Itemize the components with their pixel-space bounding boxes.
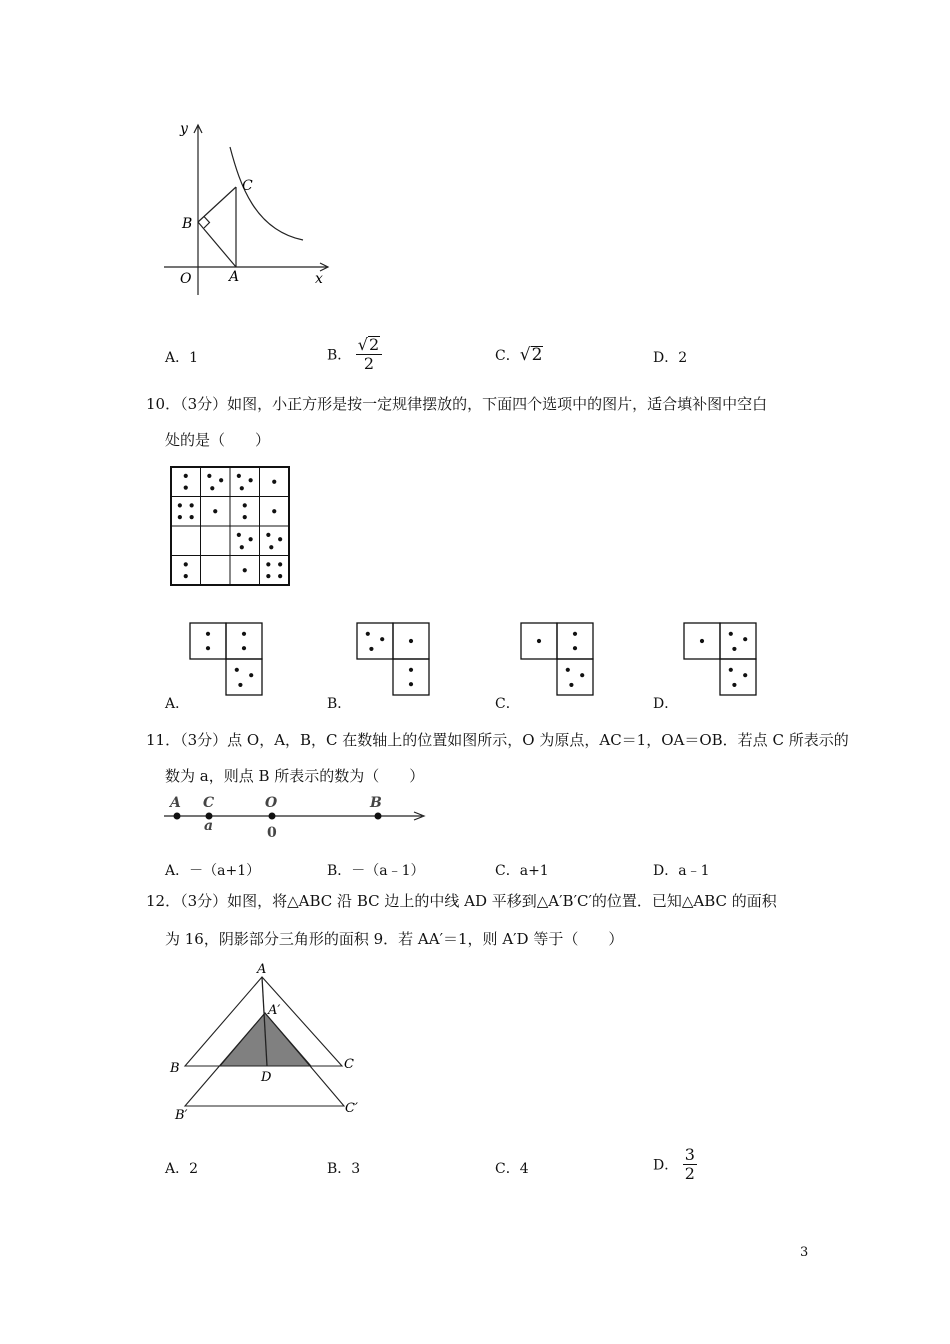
dot <box>210 486 214 490</box>
label-a: A <box>170 795 181 811</box>
q10-option-a-label[interactable]: A． <box>165 696 190 712</box>
label-o: O <box>180 271 192 287</box>
label-a-prime: A′ <box>268 1003 281 1018</box>
dot <box>243 515 247 519</box>
dot <box>249 478 253 482</box>
dot <box>573 646 577 650</box>
dot <box>235 668 239 672</box>
dot <box>743 637 747 641</box>
label-zero: 0 <box>267 825 277 841</box>
label-y: y <box>180 121 188 137</box>
grid-cell <box>226 659 262 695</box>
q11-stem-line1: 11．（3分）点 O，A，B，C 在数轴上的位置如图所示，O 为原点，AC＝1，OA＝OB．若点 C 所表示的 <box>146 731 849 749</box>
q10-option-d-label[interactable]: D． <box>653 696 679 712</box>
dot <box>249 673 253 677</box>
q11-option-a[interactable]: A．－（a+1） <box>165 863 261 879</box>
label-b: B <box>182 216 193 232</box>
point-b <box>375 813 382 820</box>
dot <box>278 537 282 541</box>
label-b: B <box>370 795 382 811</box>
q12-stem-line1: 12．（3分）如图，将△ABC 沿 BC 边上的中线 AD 平移到△A′B′C′的位置．已知△ABC 的面积 <box>146 892 777 910</box>
dot <box>190 503 194 507</box>
dot <box>409 639 413 643</box>
fraction: $\frac{3}{2}$ <box>684 1145 695 1183</box>
dot <box>184 486 188 490</box>
dot <box>266 533 270 537</box>
dot <box>249 537 253 541</box>
grid-cell <box>190 623 226 659</box>
point-a <box>174 813 181 820</box>
dot <box>178 503 182 507</box>
grid-cell <box>201 467 231 497</box>
dot <box>266 574 270 578</box>
q9-option-a[interactable]: A．1 <box>165 350 199 366</box>
q11-option-b[interactable]: B．－（a﹣1） <box>327 863 425 879</box>
dot <box>700 639 704 643</box>
right-angle-mark <box>204 217 210 229</box>
dot <box>184 562 188 566</box>
dot <box>272 509 276 513</box>
dot <box>242 646 246 650</box>
grid-cell <box>557 623 593 659</box>
dot <box>409 682 413 686</box>
dot <box>206 632 210 636</box>
dot <box>732 683 736 687</box>
label-b: B <box>170 1061 180 1076</box>
label-a-value: a <box>204 818 214 834</box>
grid-cell <box>557 659 593 695</box>
dot <box>219 478 223 482</box>
grid-cell <box>171 497 201 527</box>
fraction: $\frac{√2}{2}$ <box>356 336 382 373</box>
q10-option-c-label[interactable]: C． <box>495 696 520 712</box>
grid-cell <box>201 526 231 556</box>
grid-cell <box>171 526 201 556</box>
grid-cell <box>171 556 201 586</box>
grid-cell <box>171 467 201 497</box>
grid-cell <box>201 556 231 586</box>
dot <box>366 632 370 636</box>
q11-number-line <box>160 792 435 842</box>
q11-stem-line2: 数为 a，则点 B 所表示的数为（ ） <box>165 767 425 785</box>
dot <box>190 515 194 519</box>
q12-option-c[interactable]: C．4 <box>495 1161 529 1177</box>
label-d: D <box>261 1070 272 1085</box>
dot <box>729 668 733 672</box>
q10-option-b-label[interactable]: B． <box>327 696 352 712</box>
dot <box>240 545 244 549</box>
label-a: A <box>229 269 240 285</box>
grid-cell <box>720 659 756 695</box>
dot <box>743 673 747 677</box>
dot <box>213 509 217 513</box>
grid-cell <box>260 556 290 586</box>
grid-cell <box>230 467 260 497</box>
q12-figure <box>165 960 380 1125</box>
dot <box>237 474 241 478</box>
q10-option-d-figure[interactable] <box>683 622 759 696</box>
dot <box>729 632 733 636</box>
dot <box>269 545 273 549</box>
dot <box>380 637 384 641</box>
q12-option-d[interactable]: D． $\frac{3}{2}$ <box>653 1145 695 1183</box>
label-x: x <box>315 271 323 287</box>
grid-cell <box>230 497 260 527</box>
label-a: A <box>257 962 267 977</box>
dot <box>537 639 541 643</box>
q9-figure <box>160 115 340 300</box>
q12-stem-line2: 为 16，阴影部分三角形的面积 9．若 AA′＝1，则 A′D 等于（ ） <box>165 930 624 948</box>
dot <box>237 533 241 537</box>
dot <box>207 474 211 478</box>
label-c: C <box>203 795 215 811</box>
dot <box>266 562 270 566</box>
dot <box>272 480 276 484</box>
point-o <box>269 813 276 820</box>
dot <box>409 668 413 672</box>
dot <box>243 568 247 572</box>
label-c: C <box>242 178 253 194</box>
grid-cell <box>260 526 290 556</box>
dot <box>566 668 570 672</box>
grid-cell <box>226 623 262 659</box>
q11-option-d[interactable]: D．a﹣1 <box>653 863 710 879</box>
dot <box>573 632 577 636</box>
dot <box>569 683 573 687</box>
dot <box>238 683 242 687</box>
q12-option-a[interactable]: A．2 <box>165 1161 199 1177</box>
label-o: O <box>265 795 278 811</box>
q11-option-c[interactable]: C．a+1 <box>495 863 549 879</box>
page-number: 3 <box>800 1245 809 1260</box>
q9-option-c[interactable]: C．√2 <box>495 345 543 365</box>
dot <box>206 646 210 650</box>
q10-stem-line2: 处的是（ ） <box>165 431 271 449</box>
segment-ba <box>198 222 236 267</box>
dot <box>732 647 736 651</box>
q10-option-a-figure[interactable] <box>189 622 265 696</box>
q9-option-d[interactable]: D．2 <box>653 350 688 366</box>
label-c: C <box>344 1057 354 1072</box>
dot <box>184 574 188 578</box>
grid-cell <box>393 659 429 695</box>
segment-bc <box>198 187 236 222</box>
label-b-prime: B′ <box>175 1108 188 1123</box>
dot <box>580 673 584 677</box>
dot <box>178 515 182 519</box>
grid-cell <box>720 623 756 659</box>
dot <box>369 647 373 651</box>
dot <box>240 486 244 490</box>
label-c-prime: C′ <box>345 1101 358 1116</box>
q12-option-b[interactable]: B．3 <box>327 1161 361 1177</box>
dot <box>278 562 282 566</box>
dot <box>243 503 247 507</box>
q10-option-c-figure[interactable] <box>520 622 596 696</box>
grid-cell <box>357 623 393 659</box>
hyperbola-curve <box>230 147 303 240</box>
q10-option-b-figure[interactable] <box>356 622 432 696</box>
q9-option-b[interactable]: B． $\frac{√2}{2}$ <box>327 336 382 373</box>
dot <box>242 632 246 636</box>
q10-stem-line1: 10．（3分）如图，小正方形是按一定规律摆放的，下面四个选项中的图片，适合填补图中空白 <box>146 395 768 413</box>
dot <box>184 474 188 478</box>
dot <box>278 574 282 578</box>
grid-cell <box>230 526 260 556</box>
q10-dot-grid <box>170 466 292 586</box>
